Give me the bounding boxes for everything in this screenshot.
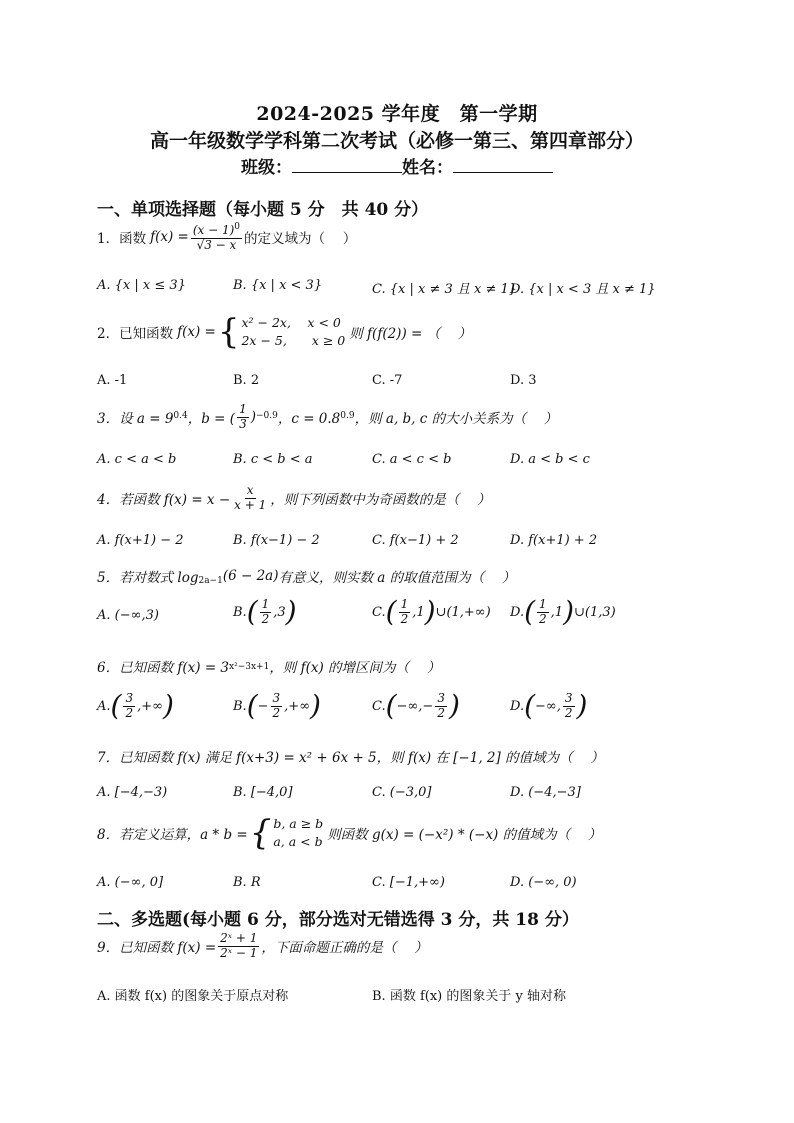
- q1-option-a[interactable]: A. {x | x ≤ 3}: [97, 278, 186, 293]
- q6-d-num: 3: [564, 691, 573, 705]
- q3-tail: ，则 a, b, c 的大小关系为（ ）: [354, 411, 558, 428]
- name-blank[interactable]: [453, 158, 553, 173]
- q6-c-pre: −∞,−: [396, 698, 434, 714]
- q8-option-c[interactable]: C. [−1,+∞): [372, 875, 445, 890]
- q6-option-c[interactable]: C. ( −∞,− $\frac{3}{2}$ ): [372, 689, 460, 723]
- exam-title-year: 2024-2025 学年度 第一学期: [256, 103, 538, 125]
- q9-frac-num: 2ˣ + 1: [220, 931, 258, 945]
- question-5: [97, 566, 515, 586]
- q4-option-a[interactable]: A. f(x+1) − 2: [97, 533, 184, 548]
- q1-option-b[interactable]: B. {x | x < 3}: [233, 278, 323, 293]
- q1-option-c[interactable]: C. {x | x ≠ 3 且 x ≠ 1}: [372, 282, 518, 297]
- q6-exponent: x²−3x+1: [229, 662, 270, 672]
- q7-option-b[interactable]: B. [−4,0]: [233, 785, 293, 800]
- q7-option-a[interactable]: A. [−4,−3): [97, 785, 168, 800]
- q2-brace: {: [217, 312, 240, 353]
- q1-fraction: [191, 222, 242, 253]
- q9-frac-den: 2ˣ − 1: [220, 945, 258, 960]
- q6-d-den: 2: [564, 705, 573, 720]
- q5-b-den: 2: [261, 611, 270, 626]
- q4-option-b[interactable]: B. f(x−1) − 2: [233, 533, 320, 548]
- q3-exp-b: −0.9: [255, 411, 278, 421]
- section-single-choice-title: 一、单项选择题（每小题 5 分 共 40 分）: [97, 200, 429, 220]
- question-2: [97, 312, 472, 353]
- q8-option-a[interactable]: A. (−∞, 0]: [97, 875, 164, 890]
- q5-d-union: ∪(1,3): [574, 604, 616, 620]
- q3-option-d[interactable]: D. a < b < c: [510, 452, 590, 467]
- q5-option-a[interactable]: A. (−∞,3): [97, 608, 159, 623]
- q2-tail: 则 f(f(2)) = （ ）: [349, 326, 472, 343]
- q7-option-d[interactable]: D. (−4,−3]: [510, 785, 581, 800]
- q5-option-b[interactable]: B. ( $\frac{1}{2}$ ,3 ): [233, 595, 297, 629]
- q8-cases: [273, 815, 323, 851]
- exam-title-subject: 高一年级数学学科第二次考试（必修一第三、第四章部分）: [149, 130, 644, 152]
- q6-a-den: 2: [125, 705, 134, 720]
- q5-c-num: 1: [400, 597, 409, 611]
- q8-stem: 8．若定义运算，a * b =: [97, 827, 248, 844]
- q2-stem: 2．已知函数: [97, 326, 174, 343]
- q6-a-label: A.: [97, 698, 111, 714]
- q5-d-label: D.: [510, 604, 525, 620]
- question-8: [97, 813, 602, 854]
- q2-option-b[interactable]: B. 2: [233, 373, 260, 388]
- q4-fraction: [232, 484, 268, 513]
- q4-option-c[interactable]: C. f(x−1) + 2: [372, 533, 459, 548]
- q3-c: ，c = 0.8: [277, 411, 341, 428]
- q5-b-tail: ,3: [273, 604, 286, 620]
- q6-d-label: D.: [510, 698, 525, 714]
- q5-c-union: ∪(1,+∞): [435, 604, 491, 620]
- q6-c-den: 2: [437, 705, 445, 720]
- question-7: 7．已知函数 f(x) 满足 f(x+3) = x² + 6x + 5，则 f(x) 在 [−1, 2] 的值域为（ ）: [97, 750, 604, 766]
- student-info-line: [0, 153, 794, 178]
- q5-c-tail: ,1: [412, 604, 425, 620]
- q2-function: f(x) =: [177, 324, 216, 341]
- q4-stem: 4．若函数 f(x) = x −: [97, 492, 231, 509]
- q4-frac-num: x: [246, 483, 254, 497]
- q3-option-c[interactable]: C. a < c < b: [372, 452, 452, 467]
- q1-stem: 1．函数: [97, 231, 147, 248]
- q3-frac-num: 1: [239, 402, 247, 416]
- q9-option-a[interactable]: A. 函数 f(x) 的图象关于原点对称: [97, 989, 289, 1004]
- q8-brace: {: [249, 813, 272, 854]
- q2-option-d[interactable]: D. 3: [510, 373, 537, 388]
- class-blank[interactable]: [292, 158, 402, 173]
- q4-option-d[interactable]: D. f(x+1) + 2: [510, 533, 598, 548]
- q6-b-num: 3: [272, 691, 281, 705]
- q6-option-d[interactable]: D. ( −∞, $\frac{3}{2}$ ): [510, 689, 588, 723]
- q9-fraction: [218, 932, 259, 961]
- q3-fraction: [237, 403, 249, 432]
- q9-stem: 9．已知函数 f(x) =: [97, 940, 217, 957]
- question-6: [97, 656, 440, 676]
- q8-option-b[interactable]: B. R: [233, 875, 261, 890]
- q1-tail: 的定义域为（ ）: [244, 231, 357, 248]
- q6-d-pre: −∞,: [535, 698, 561, 714]
- q1-option-d[interactable]: D. {x | x < 3 且 x ≠ 1}: [510, 282, 656, 297]
- q6-b-den: 2: [272, 705, 281, 720]
- q6-stem: 6．已知函数 f(x) = 3: [97, 660, 230, 676]
- q2-case-2: 2x − 5, x ≥ 0: [241, 333, 346, 349]
- q8-case-1: b, a ≥ b: [273, 816, 324, 831]
- q5-c-den: 2: [400, 611, 409, 626]
- question-9: [97, 932, 428, 961]
- name-label: 姓名：: [402, 158, 453, 178]
- q5-d-den: 2: [539, 611, 547, 626]
- q1-numerator: (x − 1): [192, 223, 235, 237]
- q3-exp-c: 0.9: [340, 411, 355, 421]
- q5-b-label: B.: [233, 604, 247, 620]
- question-3: 3．设 a = 9 0.4 ，b = ( $\frac{1}{3}$ ) −0.9 ，c = 0.8 0.9 ，则 a, b, c 的大小关系为（ ）: [97, 402, 558, 431]
- q3-frac-den: 3: [239, 416, 247, 431]
- q3-a: 3．设 a = 9: [97, 411, 174, 428]
- q7-option-c[interactable]: C. (−3,0]: [372, 785, 432, 800]
- q2-cases: [241, 314, 345, 350]
- q6-a-num: 3: [125, 691, 134, 705]
- q9-option-b[interactable]: B. 函数 f(x) 的图象关于 y 轴对称: [372, 989, 566, 1004]
- question-4: [97, 484, 491, 513]
- q3-option-a[interactable]: A. c < a < b: [97, 452, 177, 467]
- q8-case-2: a, a < b: [273, 834, 323, 850]
- q6-b-pre: −: [257, 698, 269, 714]
- q9-tail: ，下面命题正确的是（ ）: [261, 940, 428, 957]
- q5-b-num: 1: [261, 597, 270, 611]
- q6-tail: ，则 f(x) 的增区间为（ ）: [269, 660, 441, 676]
- q2-case-1: x² − 2x, x < 0: [241, 315, 341, 330]
- q8-option-d[interactable]: D. (−∞, 0): [510, 875, 577, 890]
- q2-option-a[interactable]: A. -1: [97, 373, 128, 388]
- q5-option-d[interactable]: D. ( $\frac{1}{2}$ ,1 ) ∪(1,3): [510, 595, 616, 629]
- section-multi-choice-title: 二、多选题(每小题 6 分，部分选对无错选得 3 分，共 18 分）: [97, 910, 579, 930]
- q5-d-num: 1: [539, 597, 547, 611]
- q2-option-c[interactable]: C. -7: [372, 373, 403, 388]
- q6-option-b[interactable]: B. ( − $\frac{3}{2}$ ,+∞ ): [233, 689, 321, 723]
- question-1: [97, 222, 356, 253]
- q6-b-label: B.: [233, 698, 247, 714]
- q6-b-tail: ,+∞: [284, 698, 311, 714]
- q5-tail: 有意义，则实数 a 的取值范围为（ ）: [278, 570, 516, 586]
- q4-tail: ，则下列函数中为奇函数的是（ ）: [270, 492, 491, 509]
- q5-option-c[interactable]: C. ( $\frac{1}{2}$ ,1 ) ∪(1,+∞): [372, 595, 491, 629]
- class-label: 班级：: [241, 158, 292, 178]
- q6-option-a[interactable]: A. ( $\frac{3}{2}$ ,+∞ ): [97, 689, 174, 723]
- q1-exponent: 0: [234, 222, 241, 232]
- q5-c-label: C.: [372, 604, 386, 620]
- q6-c-label: C.: [372, 698, 386, 714]
- q5-d-tail: ,1: [550, 604, 564, 620]
- q4-frac-den: x + 1: [234, 497, 267, 512]
- q5-log-arg: (6 − 2a): [222, 568, 279, 584]
- q5-stem: 5．若对数式 log: [97, 570, 199, 586]
- q1-function: f(x) =: [150, 229, 189, 246]
- q6-a-tail: ,+∞: [137, 698, 163, 714]
- q5-log-base: 2a−1: [198, 576, 223, 586]
- q8-tail: 则函数 g(x) = (−x²) * (−x) 的值域为（ ）: [327, 827, 602, 844]
- q6-c-num: 3: [437, 691, 445, 705]
- q3-b: ，b = (: [187, 411, 236, 428]
- q3-option-b[interactable]: B. c < b < a: [233, 452, 313, 467]
- q1-denominator: √3 − x: [196, 237, 237, 252]
- q3-exp-a: 0.4: [173, 411, 188, 421]
